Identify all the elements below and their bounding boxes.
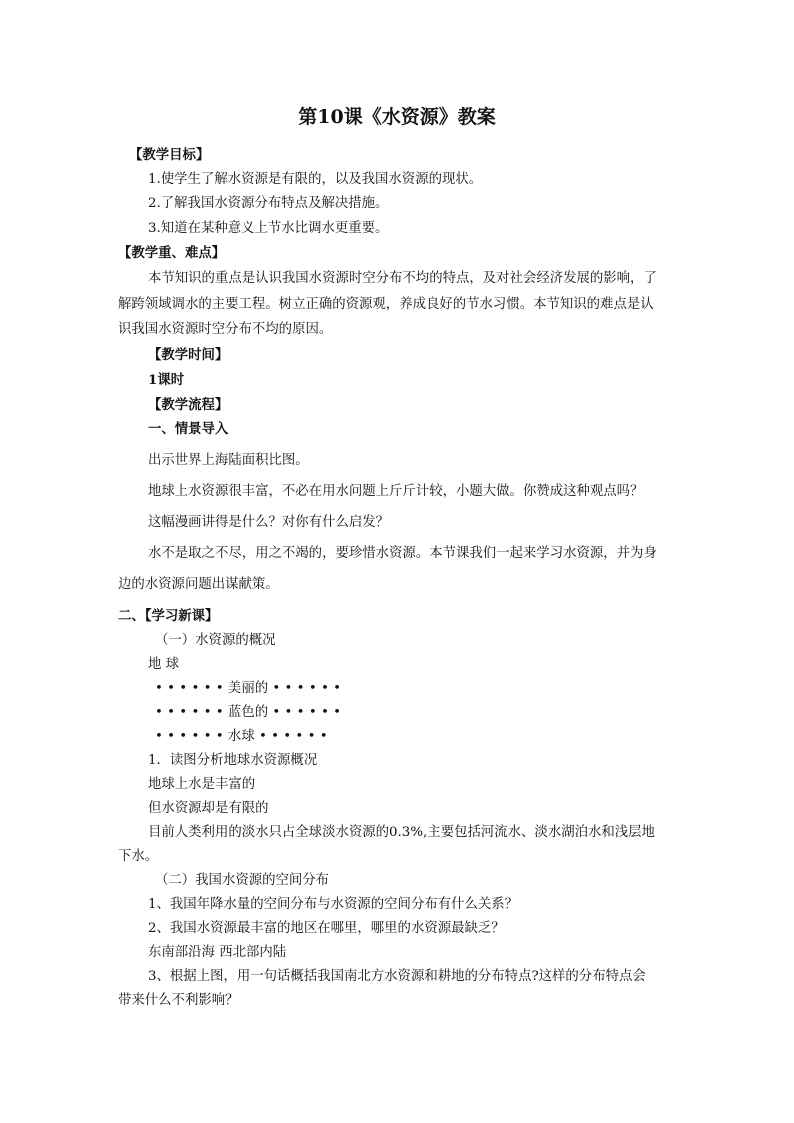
heading-objectives: 【教学目标】 [129,147,210,163]
intro-line-5: 边的水资源问题出谋献策。 [118,577,279,592]
analysis-line-1: 地球上水是丰富的 [148,777,256,792]
answer-regions: 东南部沿海 西北部内陆 [148,945,287,960]
key-points-line-1: 本节知识的重点是认识我国水资源时空分布不均的特点，及对社会经济发展的影响，了 [148,271,657,286]
question-2: 2、我国水资源最丰富的地区在哪里，哪里的水资源最缺乏？ [148,921,505,936]
question-3-line-1: 3、根据上图，用一句话概括我国南北方水资源和耕地的分布特点?这样的分布特点会 [148,969,646,984]
objective-1: 1.使学生了解水资源是有限的，以及我国水资源的现状。 [148,172,483,187]
question-3-line-2: 带来什么不利影响？ [118,993,239,1008]
earth-line-blue: • • • • • • 蓝色的 • • • • • • [155,705,342,720]
page-title: 第10课《水资源》教案 [298,106,496,128]
key-points-line-2: 解跨领域调水的主要工程。树立正确的资源观，养成良好的节水习惯。本节知识的难点是认 [118,297,654,312]
intro-line-1: 出示世界上海陆面积比图。 [148,453,309,468]
analysis-line-3: 目前人类利用的淡水只占全球淡水资源的0.3%,主要包括河流水、淡水湖泊水和浅层地 [148,825,655,840]
intro-line-2: 地球上水资源很丰富，不必在用水问题上斤斤计较，小题大做。你赞成这种观点吗？ [148,484,644,499]
subsection-1-heading: （一）水资源的概况 [155,633,276,648]
objective-3: 3.知道在某种意义上节水比调水更重要。 [148,221,389,236]
heading-key-points: 【教学重、难点】 [118,245,226,261]
analysis-line-4: 下水。 [118,849,159,864]
question-1: 1、我国年降水量的空间分布与水资源的空间分布有什么关系？ [148,897,519,912]
heading-flow: 【教学流程】 [148,397,229,413]
earth-label: 地 球 [148,657,180,672]
subsection-2-heading: （二）我国水资源的空间分布 [155,873,330,888]
heading-time: 【教学时间】 [148,347,229,363]
time-value: 1课时 [148,372,185,388]
analysis-line-2: 但水资源却是有限的 [148,801,269,816]
section-new-lesson-heading: 二、【学习新课】 [118,608,219,624]
key-points-line-3: 识我国水资源时空分布不均的原因。 [118,322,333,337]
analysis-heading: 1．读图分析地球水资源概况 [148,753,318,768]
intro-line-4: 水不是取之不尽，用之不竭的，要珍惜水资源。本节课我们一起来学习水资源，并为身 [148,546,657,561]
earth-line-water-ball: • • • • • • 水球 • • • • • • [155,729,328,744]
earth-line-beautiful: • • • • • • 美丽的 • • • • • • [155,681,342,696]
objective-2: 2.了解我国水资源分布特点及解决措施。 [148,196,389,211]
intro-line-3: 这幅漫画讲得是什么？对你有什么启发？ [148,515,390,530]
section-intro-heading: 一、情景导入 [148,421,229,437]
